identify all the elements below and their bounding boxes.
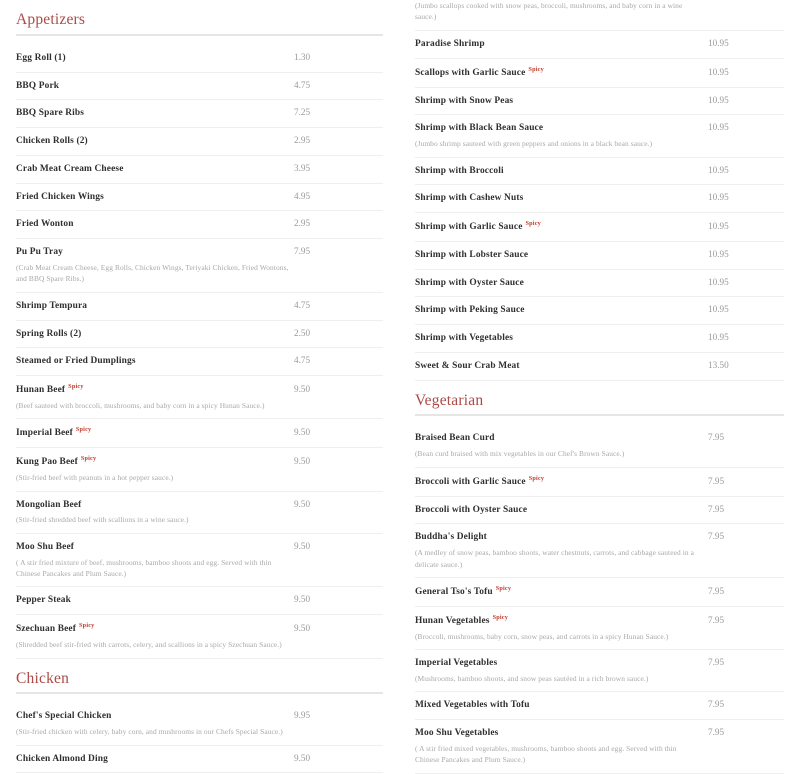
item-name: Mongolian Beef	[16, 499, 82, 510]
item-header	[415, 277, 784, 290]
item-name: Shrimp with Peking Sauce	[415, 305, 525, 316]
item-price: 7.95	[708, 531, 725, 542]
list-item[interactable]	[415, 578, 784, 607]
item-price: 10.95	[708, 276, 729, 287]
item-header	[16, 107, 383, 120]
section-divider	[415, 414, 784, 416]
item-name: General Tso's Tofu $^{Spicy}$	[415, 585, 512, 598]
item-price: 7.95	[294, 246, 311, 257]
item-price: 7.95	[708, 615, 725, 625]
item-header	[415, 531, 784, 544]
list-item[interactable]	[415, 297, 784, 325]
item-name: Shrimp with Garlic Sauce $^{Spicy}$	[415, 220, 541, 233]
item-name: Chef's Special Chicken	[16, 711, 112, 722]
item-description: (Jumbo scallops cooked with snow peas, broccoli, mushrooms, and baby corn in a wine sauce.)	[415, 1, 683, 22]
item-price: 10.95	[708, 304, 729, 315]
item-price: 2.95	[294, 218, 311, 229]
item-name: Imperial Beef $^{Spicy}$	[16, 426, 92, 439]
list-item[interactable]	[16, 348, 383, 376]
item-header	[415, 475, 784, 489]
item-header	[16, 383, 383, 397]
item-header	[415, 332, 784, 345]
item-name: Scallops with Garlic Sauce $^{Spicy}$	[415, 65, 544, 78]
item-price: 9.50	[294, 384, 311, 395]
list-item[interactable]	[16, 419, 383, 448]
item-price: 7.95	[708, 657, 725, 668]
item-description: (Stir-fried chicken with celery, baby corn, and mushrooms in our Chefs Special Sauce.)	[16, 727, 283, 737]
item-header	[415, 249, 784, 262]
item-description: (Stir-fried beef with peanuts in a hot pepper sauce.)	[16, 473, 174, 483]
list-item[interactable]	[415, 242, 784, 270]
list-item[interactable]	[415, 115, 784, 157]
item-price: 13.50	[708, 359, 729, 370]
item-description: (Crab Meat Cream Cheese, Egg Rolls, Chicken Wings, Teriyaki Chicken, Fried Wontons, and BBQ Spare Ribs.)	[16, 262, 289, 284]
item-name: Broccoli with Garlic Sauce $^{Spicy}$	[415, 474, 545, 487]
item-description: ( A stir fried mixture of beef, mushrooms, bamboo shoots and egg. Served with thin Chinese Pancakes and Plum Sauce.)	[16, 557, 272, 578]
spicy-badge: Spicy	[528, 65, 544, 73]
list-item[interactable]	[16, 73, 383, 101]
item-header	[16, 710, 383, 723]
list-item[interactable]	[16, 615, 383, 658]
item-name: Shrimp with Vegetables	[415, 333, 514, 344]
item-header	[16, 300, 383, 313]
item-name: Chicken Almond Ding	[16, 753, 108, 764]
item-header	[415, 220, 784, 234]
item-header	[415, 657, 784, 670]
item-name: Hunan Vegetables $^{Spicy}$	[415, 613, 509, 626]
item-header	[16, 594, 383, 607]
item-header	[415, 122, 784, 135]
section-divider	[16, 692, 383, 694]
item-price: 7.25	[294, 107, 311, 118]
item-name: Steamed or Fried Dumplings	[16, 356, 136, 367]
item-price: 10.95	[708, 122, 729, 133]
item-price: 9.50	[294, 427, 311, 438]
section-heading: Vegetarian	[415, 391, 484, 409]
item-price: 9.50	[294, 594, 311, 605]
item-header	[16, 499, 383, 512]
section-heading: Chicken	[16, 669, 70, 687]
item-header	[16, 218, 383, 231]
item-header	[415, 614, 784, 628]
menu-column-right	[400, 0, 800, 765]
item-price: 7.95	[708, 475, 725, 486]
section-heading: Appetizers	[16, 11, 86, 28]
item-price: 10.95	[708, 164, 729, 175]
list-item[interactable]	[16, 128, 383, 156]
item-description: (A medley of snow peas, bamboo shoots, water chestnuts, carrots, and cabbage sauteed in a delicate sauce.)	[415, 548, 694, 569]
list-item[interactable]	[415, 213, 784, 242]
item-price: 9.95	[294, 710, 311, 721]
item-header	[415, 66, 784, 80]
item-description: (Broccoli, mushrooms, baby corn, snow peas, and carrots in a spicy Hunan Sauce.)	[415, 631, 669, 641]
item-name: Braised Bean Curd	[415, 433, 495, 444]
item-price: 3.95	[294, 162, 311, 173]
item-name: Imperial Vegetables	[415, 658, 498, 669]
item-price: 2.50	[294, 327, 311, 338]
list-item[interactable]	[415, 88, 784, 116]
item-price: 4.75	[294, 355, 311, 366]
item-name: Shrimp with Cashew Nuts	[415, 193, 524, 204]
item-price: 7.95	[708, 432, 725, 443]
list-item[interactable]	[16, 239, 383, 293]
item-header	[415, 699, 784, 712]
item-price: 9.50	[294, 498, 311, 509]
list-item[interactable]	[415, 353, 784, 381]
item-header	[415, 95, 784, 108]
spicy-badge: Spicy	[525, 220, 541, 228]
item-name: Chicken Rolls (2)	[16, 136, 88, 147]
item-price: 9.50	[294, 540, 311, 551]
item-name: Mixed Vegetables with Tofu	[415, 700, 530, 711]
list-item[interactable]	[415, 325, 784, 353]
item-name: BBQ Pork	[16, 80, 60, 91]
item-description: (Mushrooms, bamboo shoots, and snow peas sautéed in a rich brown sauce.)	[415, 673, 649, 683]
item-header	[16, 328, 383, 341]
item-name: BBQ Spare Ribs	[16, 108, 85, 119]
item-name: Fried Wonton	[16, 219, 74, 230]
item-header	[16, 191, 383, 204]
list-item[interactable]	[16, 321, 383, 349]
item-name: Paradise Shrimp	[415, 38, 485, 49]
list-item[interactable]	[16, 100, 383, 128]
item-header	[415, 360, 784, 373]
item-header	[16, 622, 383, 636]
item-header	[16, 355, 383, 368]
item-name: Crab Meat Cream Cheese	[16, 163, 124, 174]
item-name: Shrimp with Broccoli	[415, 165, 504, 176]
item-header	[415, 504, 784, 517]
item-name: Shrimp with Black Bean Sauce	[415, 123, 544, 134]
item-name: Egg Roll (1)	[16, 52, 66, 63]
item-header	[415, 192, 784, 205]
item-price: 4.75	[294, 79, 311, 90]
item-name: Hunan Beef $^{Spicy}$	[16, 383, 84, 396]
item-name: Pepper Steak	[16, 595, 72, 606]
item-price: 4.75	[294, 299, 311, 310]
item-price: 7.95	[708, 699, 725, 710]
list-item[interactable]	[415, 650, 784, 692]
item-name: Moo Shu Vegetables	[415, 728, 499, 739]
spicy-badge: Spicy	[80, 455, 97, 463]
item-description: (Stir-fried shredded beef with scallions in a wine sauce.)	[16, 515, 189, 525]
list-item[interactable]	[415, 720, 784, 774]
item-header	[16, 246, 383, 259]
item-name: Buddha's Delight	[415, 532, 487, 543]
spicy-badge: Spicy	[68, 383, 84, 390]
item-header	[415, 432, 784, 445]
item-description: (Beef sauteed with broccoli, mushrooms, and baby corn in a spicy Hunan Sauce.)	[16, 400, 265, 410]
item-header	[415, 165, 784, 178]
menu-column-left	[0, 0, 400, 764]
list-item[interactable]	[16, 211, 383, 239]
item-name: Broccoli with Oyster Sauce	[415, 504, 528, 515]
item-price: 10.95	[708, 248, 729, 259]
item-name: Szechuan Beef $^{Spicy}$	[16, 622, 95, 635]
list-item[interactable]	[16, 492, 383, 534]
item-price: 7.95	[708, 586, 725, 597]
section-divider	[16, 34, 383, 36]
list-item[interactable]	[16, 534, 383, 588]
item-name: Pu Pu Tray	[16, 247, 63, 258]
item-price: 2.95	[294, 135, 311, 146]
item-description: (Shredded beef stir-fried with carrots, celery, and scallions in a spicy Szechuan Sauce.)	[16, 640, 282, 650]
item-header	[16, 80, 383, 93]
list-item[interactable]	[415, 31, 784, 59]
item-description: (Bean curd braised with mix vegetables in our Chef's Brown Sauce.)	[415, 449, 625, 459]
list-item[interactable]	[16, 376, 383, 419]
item-name: Kung Pao Beef $^{Spicy}$	[16, 455, 97, 468]
item-name: Shrimp Tempura	[16, 300, 88, 311]
item-name: Spring Rolls (2)	[16, 328, 82, 339]
list-item[interactable]	[415, 270, 784, 298]
item-price: 7.95	[708, 503, 725, 514]
list-item[interactable]	[415, 607, 784, 650]
item-header	[16, 753, 383, 766]
list-item[interactable]	[415, 524, 784, 578]
item-price: 10.95	[708, 37, 729, 48]
list-item[interactable]	[16, 293, 383, 321]
spicy-badge: Spicy	[79, 622, 95, 630]
list-item[interactable]	[16, 45, 383, 73]
item-header	[415, 585, 784, 599]
item-header	[16, 426, 383, 440]
list-item[interactable]	[415, 497, 784, 525]
item-description: (Jumbo shrimp sauteed with green peppers and onions in a black bean sauce.)	[415, 139, 653, 149]
item-price: 9.50	[294, 623, 311, 634]
list-item[interactable]	[415, 185, 784, 213]
item-header	[16, 541, 383, 554]
item-header	[16, 163, 383, 176]
item-price: 10.95	[708, 332, 729, 343]
item-price: 7.95	[708, 727, 725, 738]
item-price: 10.95	[708, 192, 729, 203]
item-header	[415, 38, 784, 51]
list-item[interactable]	[16, 746, 383, 774]
item-header	[415, 727, 784, 740]
spicy-badge: Spicy	[528, 474, 545, 482]
item-price: 10.95	[708, 66, 729, 77]
item-name: Shrimp with Lobster Sauce	[415, 249, 529, 260]
item-header	[16, 455, 383, 469]
list-item[interactable]	[16, 156, 383, 184]
item-name: Sweet & Sour Crab Meat	[415, 360, 520, 371]
item-name: Shrimp with Snow Peas	[415, 95, 514, 106]
item-price: 9.50	[294, 456, 311, 467]
item-header	[16, 135, 383, 148]
list-item[interactable]	[16, 184, 383, 212]
list-item[interactable]	[16, 703, 383, 745]
item-header	[415, 304, 784, 317]
item-description: ( A stir fried mixed vegetables, mushrooms, bamboo shoots and egg. Served with thin Chinese Pancakes and Plum Sauce.)	[415, 743, 677, 765]
list-item[interactable]	[415, 468, 784, 497]
list-item[interactable]	[415, 158, 784, 186]
list-item[interactable]	[16, 587, 383, 615]
list-item[interactable]	[415, 59, 784, 88]
spicy-badge: Spicy	[495, 585, 512, 592]
list-item[interactable]	[415, 425, 784, 467]
item-name: Fried Chicken Wings	[16, 191, 104, 202]
spicy-badge: Spicy	[75, 426, 92, 434]
list-item[interactable]	[415, 0, 784, 31]
item-price: 4.95	[294, 190, 311, 201]
item-price: 10.95	[708, 94, 729, 105]
item-name: Moo Shu Beef	[16, 541, 75, 552]
list-item[interactable]	[16, 448, 383, 491]
item-price: 10.95	[708, 221, 729, 232]
item-name: Shrimp with Oyster Sauce	[415, 277, 524, 288]
item-price: 1.30	[294, 51, 311, 62]
item-header	[16, 52, 383, 65]
spicy-badge: Spicy	[492, 613, 509, 621]
item-price: 9.50	[294, 752, 311, 763]
list-item[interactable]	[415, 692, 784, 720]
